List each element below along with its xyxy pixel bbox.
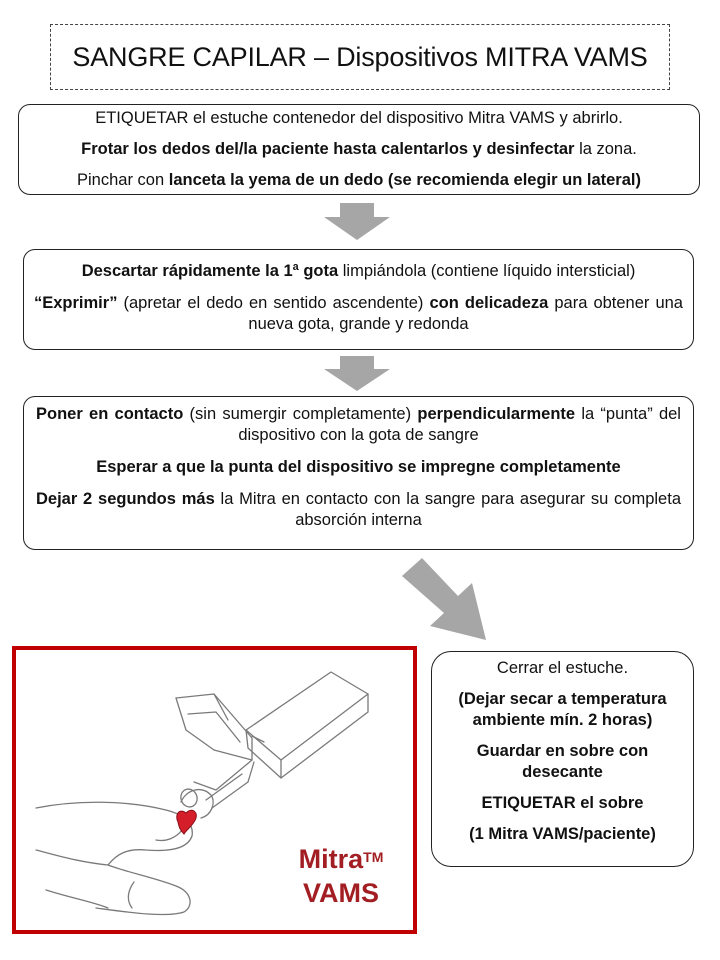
step-1-line-3-pre: Pinchar con xyxy=(77,171,169,189)
step-4-box xyxy=(431,651,694,867)
step-1-line-2 xyxy=(27,139,691,160)
trademark-mark: TM xyxy=(363,849,384,865)
step-2-line-2-bold-1: “Exprimir” xyxy=(34,294,118,312)
mitra-label-text: Mitra xyxy=(298,844,364,874)
step-4-line-2: (Dejar secar a temperatura ambiente mín. 2 horas) xyxy=(458,690,667,729)
step-3-line-3-bold: Dejar 2 segundos más xyxy=(36,490,215,508)
step-2-line-2-mid: (apretar el dedo en sentido ascendente) xyxy=(117,294,430,312)
blood-drop-icon xyxy=(177,810,197,834)
mitra-illustration-frame xyxy=(12,646,417,934)
step-3-line-2 xyxy=(36,457,681,478)
page-title: SANGRE CAPILAR – Dispositivos MITRA VAMS xyxy=(72,41,648,72)
step-3-line-2-bold: Esperar a que la punta del dispositivo se impregne completamente xyxy=(96,458,621,476)
step-3-line-1-rest: la “punta” del dispositivo con la gota de sangre xyxy=(238,405,681,444)
step-3-box xyxy=(23,396,694,550)
step-4-line-4: ETIQUETAR el sobre xyxy=(481,794,644,812)
down-arrow-icon xyxy=(322,356,392,392)
step-2-line-1-bold: Descartar rápidamente la 1ª gota xyxy=(81,262,339,280)
step-4-line-5: (1 Mitra VAMS/paciente) xyxy=(469,825,656,843)
step-2-line-2-bold-2: con delicadeza xyxy=(429,294,549,312)
step-4-line-3: Guardar en sobre con desecante xyxy=(476,742,649,781)
step-3-line-3 xyxy=(36,489,681,531)
step-3-line-1-bold-1: Poner en contacto xyxy=(36,405,184,423)
diagonal-arrow-icon xyxy=(400,556,490,642)
step-1-line-1 xyxy=(27,108,691,129)
step-3-line-1-bold-2: perpendicularmente xyxy=(417,405,576,423)
step-1-line-2-bold: Frotar los dedos del/la paciente hasta calentarlos y desinfectar xyxy=(81,140,575,158)
step-1-line-1-text: ETIQUETAR el estuche contenedor del dispositivo Mitra VAMS y abrirlo. xyxy=(95,109,623,127)
step-1-line-3-bold: lanceta la yema de un dedo (se recomienda elegir un lateral) xyxy=(168,171,641,189)
title-box xyxy=(50,24,670,90)
step-2-line-1 xyxy=(34,261,683,282)
step-3-line-1-mid: (sin sumergir completamente) xyxy=(183,405,418,423)
step-3-line-1 xyxy=(36,404,681,446)
step-1-box xyxy=(18,104,700,195)
step-4-line-1: Cerrar el estuche. xyxy=(496,659,629,677)
vams-label-text: VAMS xyxy=(302,878,379,908)
step-2-line-2 xyxy=(34,293,683,335)
step-3-line-3-rest: la Mitra en contacto con la sangre para asegurar su completa absorción interna xyxy=(214,490,681,529)
down-arrow-icon xyxy=(322,203,392,241)
step-1-line-2-rest: la zona. xyxy=(574,140,637,158)
step-2-box xyxy=(23,249,694,350)
mitra-vams-label xyxy=(286,842,396,910)
step-1-line-3 xyxy=(27,170,691,191)
step-2-line-1-rest: limpiándola (contiene líquido intersticial) xyxy=(338,262,636,280)
step-2-line-2-rest: para obtener una nueva gota, grande y redonda xyxy=(248,294,683,333)
